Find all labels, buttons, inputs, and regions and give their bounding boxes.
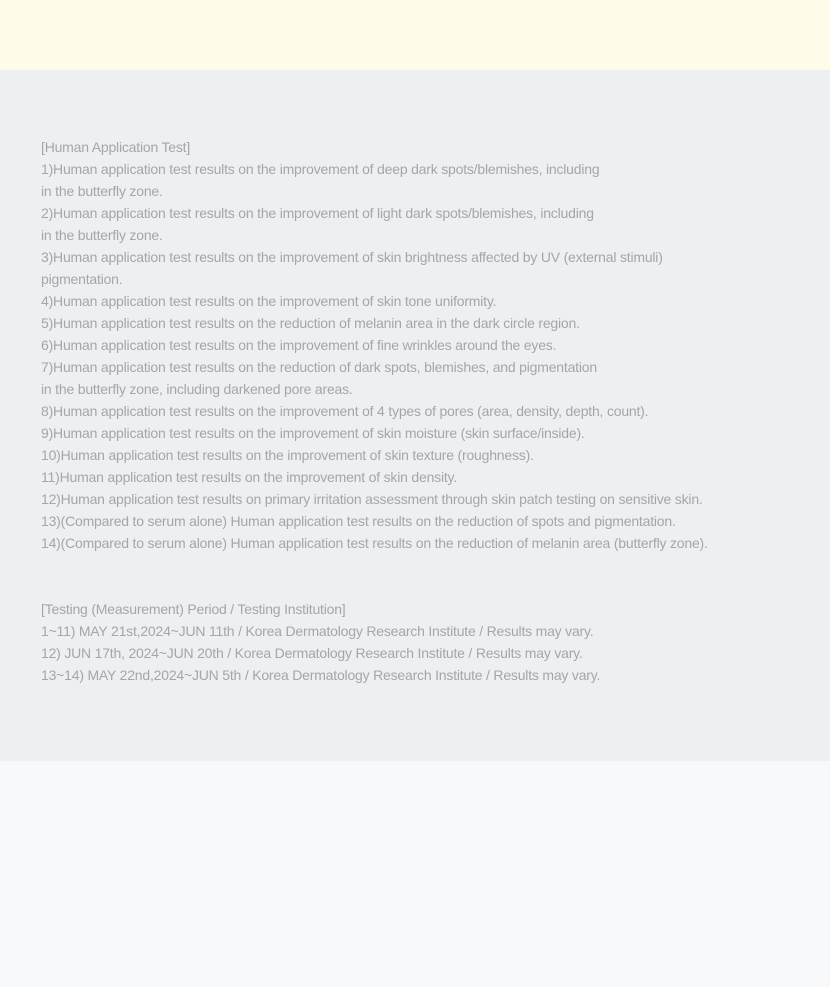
testing-period-block [41, 598, 810, 686]
text-line: pigmentation. [41, 271, 123, 287]
text-line: 9)Human application test results on the improvement of skin moisture (skin surface/inside). [41, 425, 585, 441]
text-line: 12) JUN 17th, 2024~JUN 20th / Korea Dermatology Research Institute / Results may vary. [41, 645, 583, 661]
testing-period-heading: [Testing (Measurement) Period / Testing Institution] [41, 601, 346, 617]
text-line: 7)Human application test results on the reduction of dark spots, blemishes, and pigmentation [41, 359, 597, 375]
text-line: 2)Human application test results on the improvement of light dark spots/blemishes, including [41, 205, 594, 221]
text-line: 8)Human application test results on the improvement of 4 types of pores (area, density, depth, count). [41, 403, 649, 419]
disclaimer-section [0, 70, 830, 761]
text-line: 4)Human application test results on the improvement of skin tone uniformity. [41, 293, 497, 309]
text-line: 6)Human application test results on the improvement of fine wrinkles around the eyes. [41, 337, 557, 353]
text-line: in the butterfly zone, including darkened pore areas. [41, 381, 353, 397]
text-line: 3)Human application test results on the improvement of skin brightness affected by UV (external stimuli) [41, 249, 663, 265]
human-application-test-heading: [Human Application Test] [41, 139, 191, 155]
text-line: 1~11) MAY 21st,2024~JUN 11th / Korea Dermatology Research Institute / Results may vary. [41, 623, 594, 639]
text-line: in the butterfly zone. [41, 227, 163, 243]
text-line: 11)Human application test results on the improvement of skin density. [41, 469, 458, 485]
text-line: in the butterfly zone. [41, 183, 163, 199]
text-line: 12)Human application test results on primary irritation assessment through skin patch testing on sensitive skin. [41, 491, 703, 507]
text-line: 13~14) MAY 22nd,2024~JUN 5th / Korea Dermatology Research Institute / Results may vary. [41, 667, 601, 683]
text-line: 10)Human application test results on the improvement of skin texture (roughness). [41, 447, 534, 463]
text-line: 14)(Compared to serum alone) Human application test results on the reduction of melanin area (butterfly zone). [41, 535, 708, 551]
text-line: 5)Human application test results on the reduction of melanin area in the dark circle region. [41, 315, 580, 331]
text-line: 1)Human application test results on the improvement of deep dark spots/blemishes, including [41, 161, 600, 177]
human-application-test-block [41, 136, 810, 554]
bottom-section [0, 761, 830, 987]
text-line: 13)(Compared to serum alone) Human application test results on the reduction of spots and pigmentation. [41, 513, 676, 529]
top-banner-band [0, 0, 830, 70]
